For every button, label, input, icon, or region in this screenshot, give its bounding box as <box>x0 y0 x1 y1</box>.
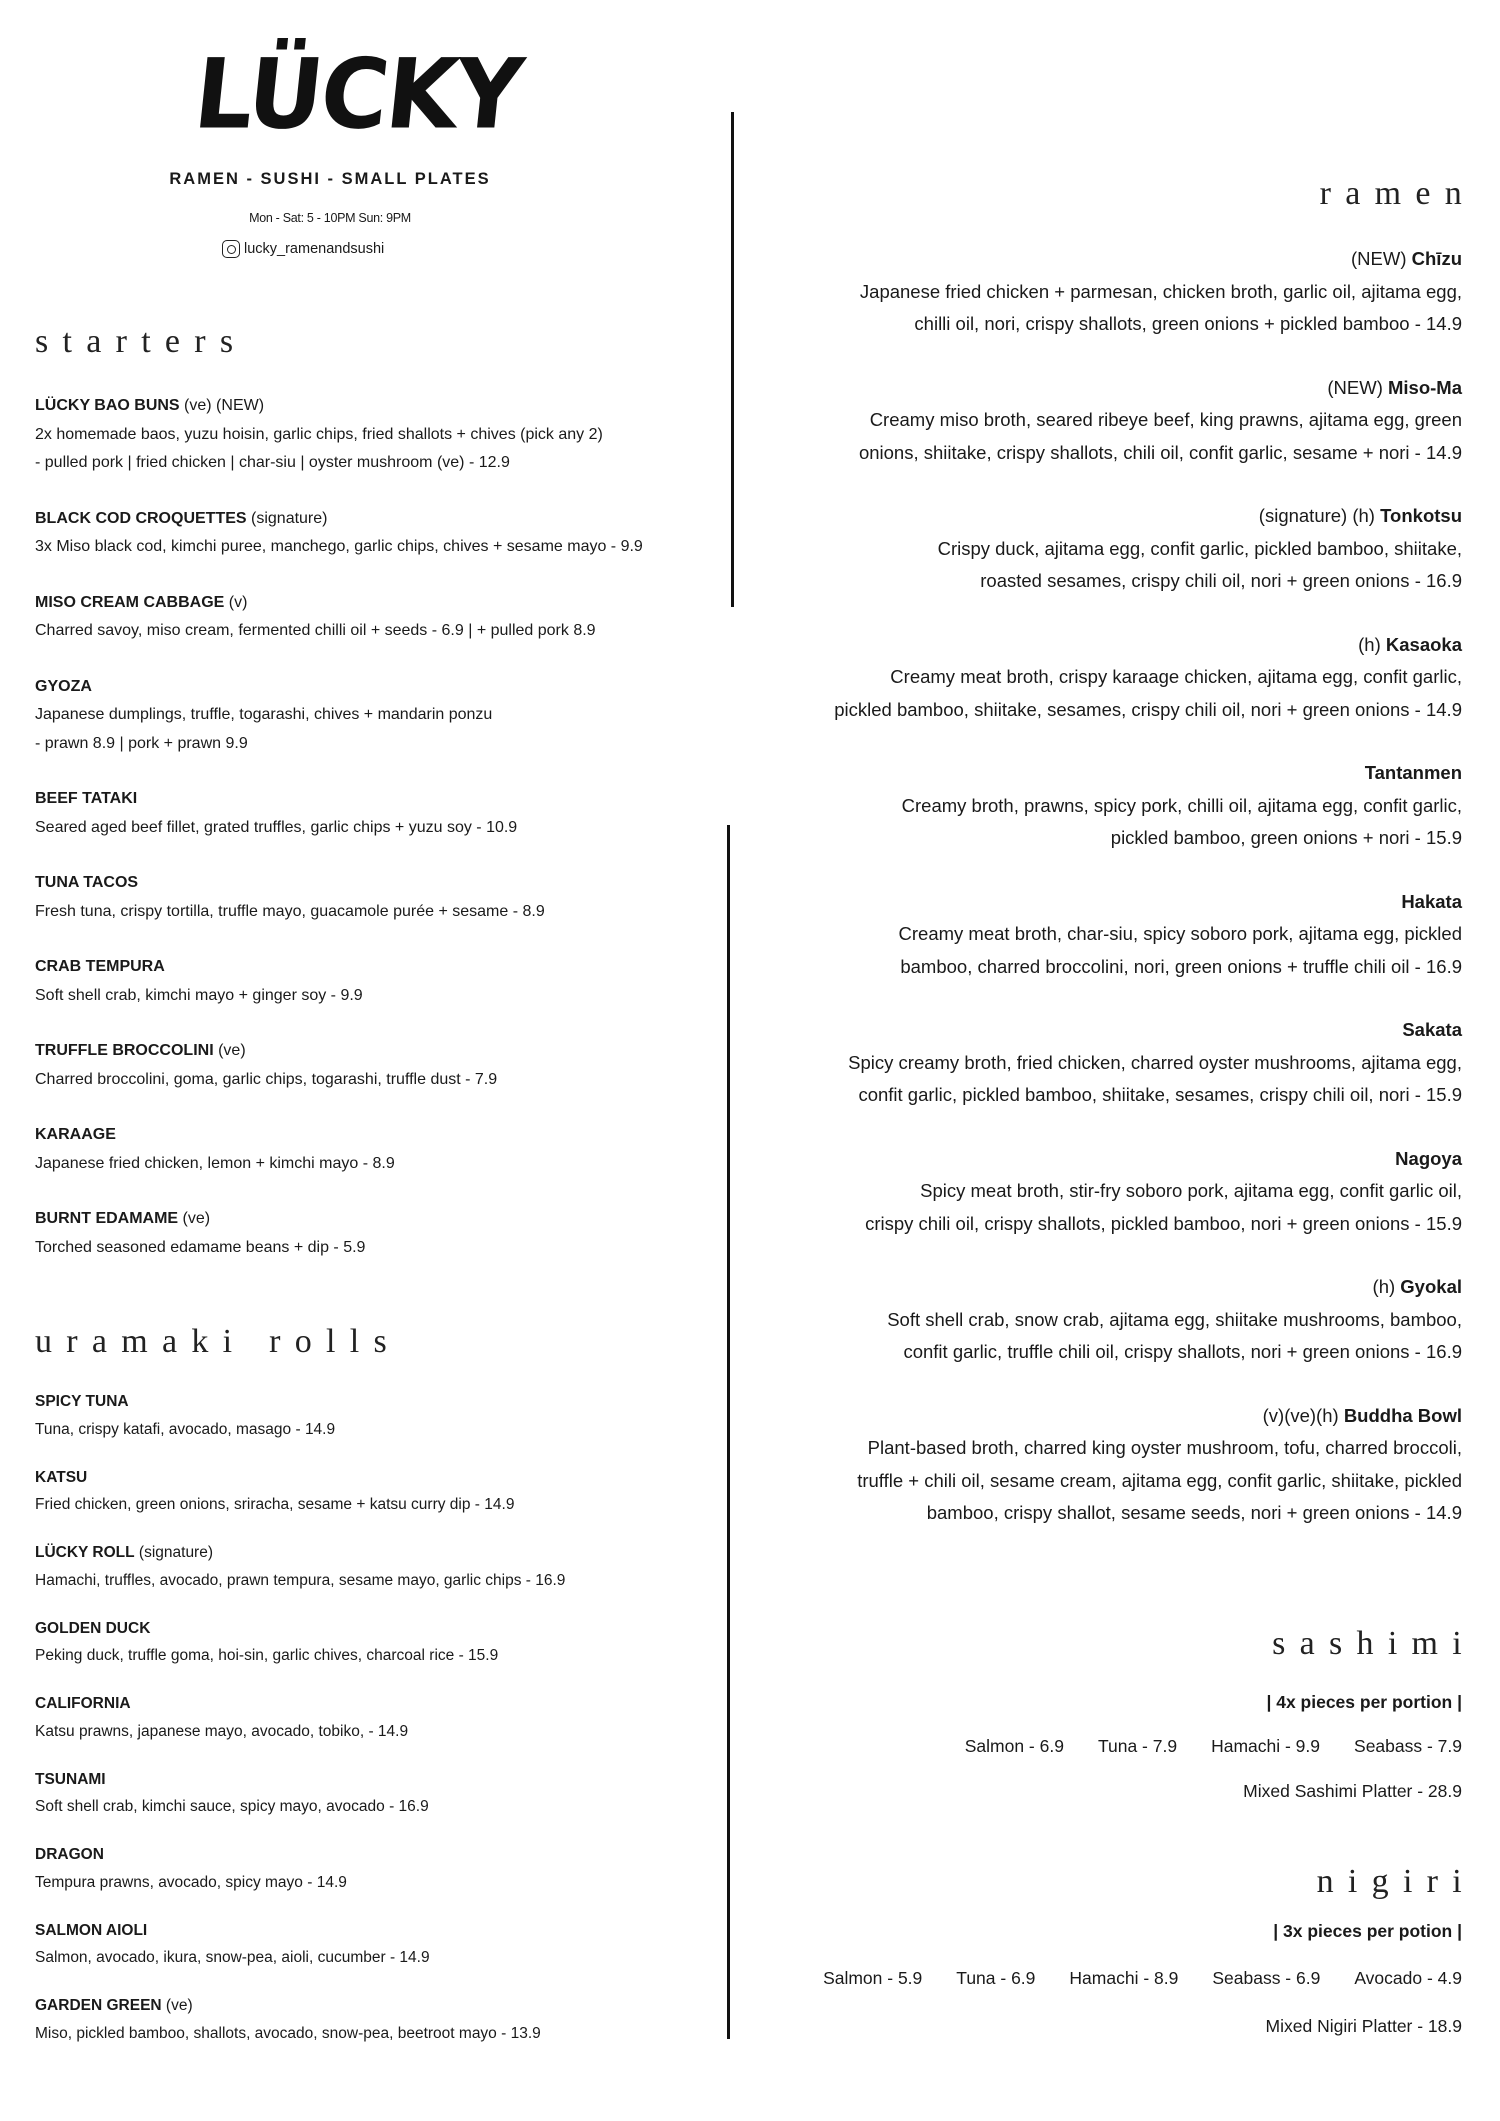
ramen-item-title <box>742 1400 1462 1433</box>
nigiri-price-item: Tuna - 6.9 <box>956 1968 1036 1988</box>
menu-item <box>35 869 715 926</box>
ramen-item-description: pickled bamboo, shiitake, sesames, crispy chili oil, nori + green onions - 14.9 <box>834 698 1462 720</box>
menu-item-name: KATSU <box>35 1468 88 1486</box>
ramen-item-description: bamboo, crispy shallot, sesame seeds, nori + green onions - 14.9 <box>926 1502 1462 1523</box>
ramen-item-description: bamboo, charred broccolini, nori, green onions + truffle chili oil - 16.9 <box>900 955 1462 977</box>
menu-item-name: CRAB TEMPURA <box>35 958 165 975</box>
menu-item-description: - prawn 8.9 | pork + prawn 9.9 <box>35 734 248 752</box>
nigiri-price-item: Salmon - 5.9 <box>823 1968 923 1988</box>
menu-item-description: Charred broccolini, goma, garlic chips, togarashi, truffle dust - 7.9 <box>35 1070 498 1088</box>
menu-item-name: CALIFORNIA <box>35 1695 131 1712</box>
menu-item <box>35 1464 715 1519</box>
uramaki-heading: uramaki rolls <box>35 1323 401 1360</box>
menu-item-description: 2x homemade baos, yuzu hoisin, garlic chips, fried shallots + chives (pick any 2) <box>35 425 603 443</box>
menu-item-name: SALMON AIOLI <box>35 1921 148 1939</box>
ramen-item <box>742 886 1462 984</box>
sashimi-platter: Mixed Sashimi Platter - 28.9 <box>1243 1781 1462 1801</box>
ramen-item-description: confit garlic, pickled bamboo, shiitake, sesames, crispy chili oil, nori - 15.9 <box>858 1084 1462 1105</box>
menu-item-description: Peking duck, truffle goma, hoi-sin, garlic chives, charcoal rice - 15.9 <box>35 1647 499 1664</box>
ramen-item-name: Miso-Ma <box>1388 376 1462 398</box>
menu-item-description: Torched seasoned edamame beans + dip - 5.9 <box>35 1238 366 1256</box>
ramen-item-tags: (v)(ve)(h) <box>1262 1404 1344 1426</box>
ramen-item-name: Tantanmen <box>1364 762 1462 783</box>
nigiri-price-item: Avocado - 4.9 <box>1354 1968 1462 1988</box>
menu-item-name: BLACK COD CROQUETTES <box>35 509 247 527</box>
ramen-item-description: Soft shell crab, snow crab, ajitama egg, shiitake mushrooms, bamboo, <box>887 1308 1462 1330</box>
ramen-item-description: Spicy meat broth, stir-fry soboro pork, ajitama egg, confit garlic oil, <box>920 1180 1462 1201</box>
ramen-item-title <box>742 1143 1462 1176</box>
menu-item-title <box>35 589 715 618</box>
ramen-item-name: Chīzu <box>1411 248 1462 269</box>
ramen-item-title <box>742 1271 1462 1304</box>
lucky-logo: LÜCKY <box>189 38 527 151</box>
ramen-item-tags: (h) <box>1372 1276 1401 1297</box>
ramen-item-title <box>742 372 1462 405</box>
nigiri-price-item: Seabass - 6.9 <box>1212 1968 1321 1988</box>
sashimi-heading: sashimi <box>1272 1625 1476 1662</box>
menu-item-name: MISO CREAM CABBAGE <box>35 593 225 611</box>
menu-item-description: Seared aged beef fillet, grated truffles, garlic chips + yuzu soy - 10.9 <box>35 818 518 836</box>
ramen-item-description: Crispy duck, ajitama egg, confit garlic, pickled bamboo, shiitake, <box>937 537 1462 559</box>
menu-item <box>35 1690 715 1745</box>
menu-item-description: Miso, pickled bamboo, shallots, avocado, snow-pea, beetroot mayo - 13.9 <box>35 2024 541 2042</box>
menu-item-description: Japanese dumplings, truffle, togarashi, chives + mandarin ponzu <box>35 706 493 723</box>
ramen-list <box>742 243 1462 1561</box>
ramen-item-description: pickled bamboo, green onions + nori - 15.9 <box>1110 827 1462 848</box>
nigiri-platter: Mixed Nigiri Platter - 18.9 <box>1265 2016 1462 2036</box>
nigiri-portion: | 3x pieces per potion | <box>1273 1921 1462 1941</box>
uramaki-list <box>35 1388 715 2068</box>
menu-item-title <box>35 785 715 814</box>
menu-item-title <box>35 869 715 898</box>
menu-item-title <box>35 953 715 982</box>
sashimi-prices <box>742 1736 1462 1757</box>
nigiri-heading: nigiri <box>1316 1863 1476 1900</box>
menu-item-description: Fresh tuna, crispy tortilla, truffle mayo, guacamole purée + sesame - 8.9 <box>35 902 545 920</box>
menu-item-tags: (v) <box>224 593 248 611</box>
ramen-item-name: Buddha Bowl <box>1343 1404 1462 1426</box>
menu-item-description: 3x Miso black cod, kimchi puree, manchego, garlic chips, chives + sesame mayo - 9.9 <box>35 538 643 555</box>
menu-item-description: Soft shell crab, kimchi sauce, spicy mayo, avocado - 16.9 <box>35 1798 429 1815</box>
menu-item-title <box>35 673 715 702</box>
menu-item-title <box>35 1615 715 1643</box>
ramen-item-tags: (h) <box>1358 633 1386 655</box>
ramen-item <box>742 757 1462 855</box>
menu-item-title <box>35 1464 715 1492</box>
menu-item <box>35 1539 715 1594</box>
menu-item-name: GYOZA <box>35 677 92 695</box>
instagram-icon <box>222 240 240 258</box>
ramen-item-name: Kasaoka <box>1385 633 1462 655</box>
sashimi-portion: | 4x pieces per portion | <box>1266 1692 1462 1712</box>
menu-item-name: SPICY TUNA <box>35 1393 129 1410</box>
menu-item-description: Hamachi, truffles, avocado, prawn tempura, sesame mayo, garlic chips - 16.9 <box>35 1571 566 1589</box>
menu-item-name: TUNA TACOS <box>35 874 139 891</box>
ramen-item-tags: (NEW) <box>1327 376 1388 398</box>
menu-item-name: LÜCKY ROLL <box>35 1544 135 1561</box>
menu-item-description: Soft shell crab, kimchi mayo + ginger soy - 9.9 <box>35 986 363 1004</box>
menu-item-description: Fried chicken, green onions, sriracha, sesame + katsu curry dip - 14.9 <box>35 1496 515 1513</box>
menu-item <box>35 1615 715 1670</box>
menu-item-tags: (ve) <box>161 1997 193 2014</box>
nigiri-prices <box>742 1968 1462 1989</box>
ramen-item <box>742 1014 1462 1112</box>
ramen-item-description: Creamy miso broth, seared ribeye beef, king prawns, ajitama egg, green <box>869 409 1462 430</box>
instagram-handle: lucky_ramenandsushi <box>244 241 385 257</box>
ramen-item <box>742 243 1462 341</box>
sashimi-price-item: Tuna - 7.9 <box>1097 1736 1178 1756</box>
ramen-item-title <box>742 886 1462 919</box>
instagram-link[interactable] <box>222 240 384 258</box>
ramen-item-title <box>742 500 1462 533</box>
menu-item-title <box>35 1992 715 2020</box>
menu-item <box>35 1205 715 1262</box>
ramen-heading: ramen <box>1319 175 1476 212</box>
menu-item-title <box>35 505 715 534</box>
ramen-item-description: Plant-based broth, charred king oyster mushroom, tofu, charred broccoli, <box>867 1437 1462 1458</box>
menu-item-description: Tuna, crispy katafi, avocado, masago - 14.9 <box>35 1420 336 1438</box>
menu-item-title <box>35 392 715 421</box>
ramen-item <box>742 1143 1462 1241</box>
menu-item-name: KARAAGE <box>35 1126 116 1143</box>
menu-item <box>35 1121 715 1178</box>
ramen-item <box>742 372 1462 470</box>
menu-item <box>35 785 715 842</box>
ramen-item-description: Creamy meat broth, char-siu, spicy soboro pork, ajitama egg, pickled <box>898 923 1462 944</box>
nigiri-price-item: Hamachi - 8.9 <box>1069 1968 1179 1988</box>
menu-item-description: Salmon, avocado, ikura, snow-pea, aioli, cucumber - 14.9 <box>35 1949 430 1966</box>
menu-item-name: TRUFFLE BROCCOLINI <box>35 1042 214 1059</box>
menu-item-title <box>35 1841 715 1869</box>
menu-item <box>35 505 715 562</box>
ramen-item-description: chilli oil, nori, crispy shallots, green onions + pickled bamboo - 14.9 <box>914 313 1462 334</box>
menu-item-name: DRAGON <box>35 1846 104 1863</box>
ramen-item-description: Japanese fried chicken + parmesan, chicken broth, garlic oil, ajitama egg, <box>859 280 1462 302</box>
menu-item-name: BURNT EDAMAME <box>35 1210 179 1227</box>
menu-item-description: - pulled pork | fried chicken | char-siu | oyster mushroom (ve) - 12.9 <box>35 454 510 471</box>
sashimi-price-item: Seabass - 7.9 <box>1354 1736 1462 1756</box>
menu-item-description: Katsu prawns, japanese mayo, avocado, tobiko, - 14.9 <box>35 1722 409 1740</box>
menu-item <box>35 673 715 759</box>
ramen-item-tags: (signature) (h) <box>1258 505 1381 526</box>
ramen-item-description: onions, shiitake, crispy shallots, chili oil, confit garlic, sesame + nori - 14.9 <box>858 441 1462 463</box>
menu-item-title <box>35 1037 715 1066</box>
starters-heading: starters <box>35 323 248 360</box>
menu-item-title <box>35 1917 715 1945</box>
menu-item-name: LÜCKY BAO BUNS <box>35 397 180 414</box>
menu-item-title <box>35 1766 715 1794</box>
menu-item <box>35 1388 715 1443</box>
ramen-item-name: Sakata <box>1402 1019 1462 1040</box>
menu-item-tags: (ve) (NEW) <box>179 397 265 414</box>
ramen-item-tags: (NEW) <box>1351 248 1412 269</box>
menu-item <box>35 953 715 1010</box>
menu-item-title <box>35 1690 715 1718</box>
ramen-item-name: Hakata <box>1401 890 1462 912</box>
menu-item <box>35 392 715 478</box>
ramen-item-description: truffle + chili oil, sesame cream, ajitama egg, confit garlic, shiitake, pickled <box>857 1469 1462 1491</box>
ramen-item-name: Nagoya <box>1395 1147 1462 1169</box>
ramen-item-name: Gyokal <box>1400 1276 1462 1297</box>
tagline: RAMEN - SUSHI - SMALL PLATES <box>169 170 491 188</box>
menu-item-description: Charred savoy, miso cream, fermented chilli oil + seeds - 6.9 | + pulled pork 8.9 <box>35 622 596 639</box>
ramen-item-description: Spicy creamy broth, fried chicken, charred oyster mushrooms, ajitama egg, <box>848 1051 1462 1073</box>
ramen-item <box>742 500 1462 598</box>
menu-item-title <box>35 1388 715 1416</box>
menu-item-description: Tempura prawns, avocado, spicy mayo - 14.9 <box>35 1873 347 1891</box>
ramen-item-description: confit garlic, truffle chili oil, crispy shallots, nori + green onions - 16.9 <box>903 1341 1462 1362</box>
ramen-item <box>742 1400 1462 1530</box>
menu-item <box>35 589 715 646</box>
menu-item <box>35 1917 715 1972</box>
sashimi-price-item: Salmon - 6.9 <box>964 1736 1064 1756</box>
menu-item-tags: (ve) <box>213 1042 246 1059</box>
menu-item <box>35 1766 715 1821</box>
menu-item-title <box>35 1539 715 1567</box>
menu-item-tags: (signature) <box>246 509 328 527</box>
menu-item <box>35 1037 715 1094</box>
sashimi-price-item: Hamachi - 9.9 <box>1211 1736 1321 1756</box>
starters-list <box>35 392 715 1289</box>
ramen-item-title <box>742 757 1462 790</box>
menu-item <box>35 1992 715 2047</box>
menu-item <box>35 1841 715 1896</box>
opening-hours: Mon - Sat: 5 - 10PM Sun: 9PM <box>249 211 411 225</box>
ramen-item-description: Creamy meat broth, crispy karaage chicken, ajitama egg, confit garlic, <box>890 666 1462 687</box>
column-divider-top <box>731 112 734 607</box>
ramen-item <box>742 1271 1462 1369</box>
menu-item-name: BEEF TATAKI <box>35 790 138 807</box>
menu-item-description: Japanese fried chicken, lemon + kimchi mayo - 8.9 <box>35 1154 395 1172</box>
ramen-item-title <box>742 243 1462 276</box>
menu-item-tags: (ve) <box>178 1210 211 1227</box>
ramen-item-description: crispy chili oil, crispy shallots, pickled bamboo, nori + green onions - 15.9 <box>865 1212 1462 1234</box>
ramen-item <box>742 629 1462 727</box>
menu-item-tags: (signature) <box>134 1544 214 1561</box>
column-divider-bottom <box>727 825 730 2039</box>
menu-item-title <box>35 1121 715 1150</box>
ramen-item-title <box>742 629 1462 662</box>
menu-item-name: GARDEN GREEN <box>35 1997 162 2014</box>
menu-item-title <box>35 1205 715 1234</box>
ramen-item-description: Creamy broth, prawns, spicy pork, chilli oil, ajitama egg, confit garlic, <box>901 794 1462 816</box>
ramen-item-name: Tonkotsu <box>1380 505 1462 526</box>
menu-item-name: TSUNAMI <box>35 1770 106 1788</box>
ramen-item-description: roasted sesames, crispy chili oil, nori + green onions - 16.9 <box>980 570 1462 591</box>
ramen-item-title <box>742 1014 1462 1047</box>
menu-item-name: GOLDEN DUCK <box>35 1619 151 1637</box>
